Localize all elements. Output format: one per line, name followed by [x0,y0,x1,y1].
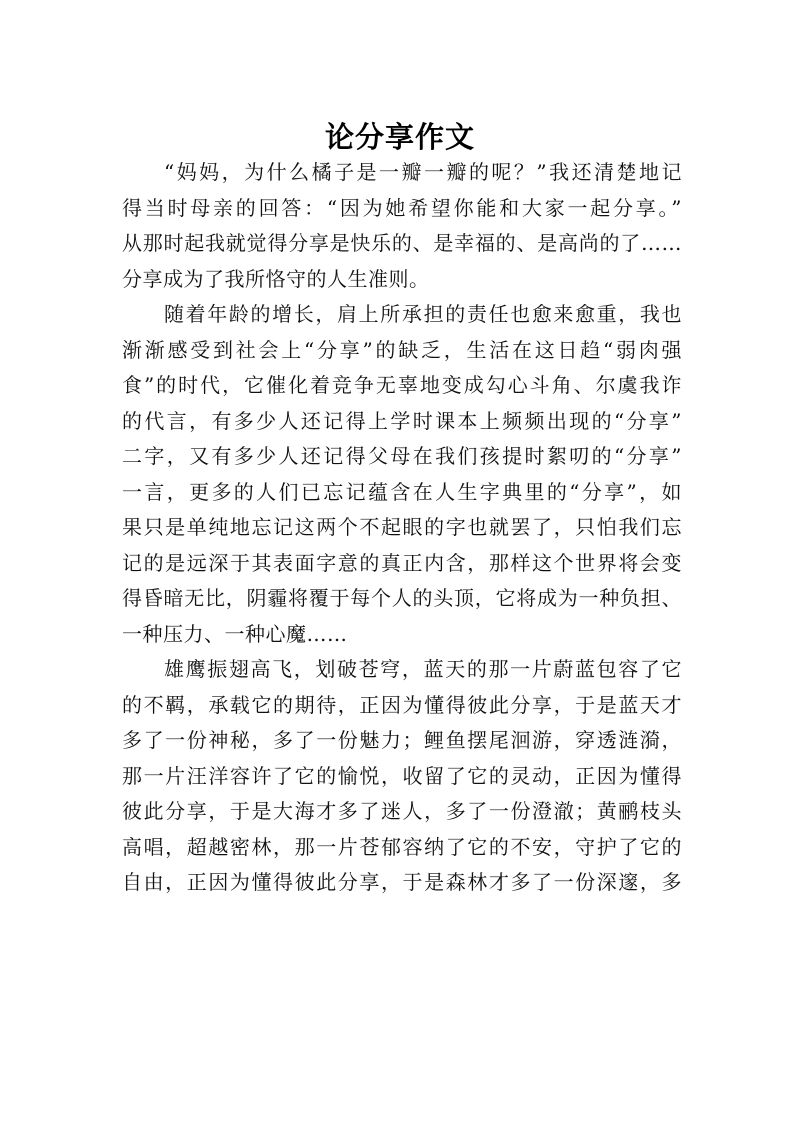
text-line: 二字，又有多少人还记得父母在我们孩提时絮叨的“分享” [122,444,682,468]
text-line: 果只是单纯地忘记这两个不起眼的字也就罢了，只怕我们忘 [122,515,682,539]
text-line: 得当时母亲的回答：“因为她希望你能和大家一起分享。” [122,195,682,220]
text-line: 渐渐感受到社会上“分享”的缺乏，生活在这日趋“弱肉强 [122,337,682,362]
text-line: 一言，更多的人们已忘记蕴含在人生字典里的“分享”，如 [122,479,682,504]
text-line: “妈妈，为什么橘子是一瓣一瓣的呢？”我还清楚地记 [164,160,682,184]
text-line: 随着年龄的增长，肩上所承担的责任也愈来愈重，我也 [164,302,682,326]
text-line: 自由，正因为懂得彼此分享，于是森林才多了一份深邃，多 [122,870,682,894]
text-line: 那一片汪洋容许了它的愉悦，收留了它的灵动，正因为懂得 [122,763,682,788]
text-line: 食”的时代，它催化着竞争无辜地变成勾心斗角、尔虞我诈 [122,373,682,397]
text-line: 得昏暗无比，阴霾将覆于每个人的头顶，它将成为一种负担、 [122,586,682,610]
text-line: 彼此分享，于是大海才多了迷人，多了一份澄澈；黄鹂枝头 [122,799,682,823]
text-line: 从那时起我就觉得分享是快乐的、是幸福的、是高尚的了…… [122,231,682,255]
text-line: 的代言，有多少人还记得上学时课本上频频出现的“分享” [122,408,682,433]
document-title: 论分享作文 [324,120,475,155]
text-line: 高唱，超越密林，那一片苍郁容纳了它的不安，守护了它的 [122,834,682,859]
text-line: 雄鹰振翅高飞，划破苍穹，蓝天的那一片蔚蓝包容了它 [164,657,682,681]
paragraph-2 [122,297,682,652]
text-line: 记的是远深于其表面字意的真正内含，那样这个世界将会变 [122,550,682,575]
text-line: 一种压力、一种心魔…… [122,621,348,646]
text-line: 的不羁，承载它的期待，正因为懂得彼此分享，于是蓝天才 [122,692,682,717]
document-body [122,155,682,901]
paragraph-1 [122,155,682,297]
paragraph-3 [122,652,682,901]
text-line: 分享成为了我所恪守的人生准则。 [122,266,430,291]
text-line: 多了一份神秘，多了一份魅力；鲤鱼摆尾洄游，穿透涟漪， [122,728,682,752]
